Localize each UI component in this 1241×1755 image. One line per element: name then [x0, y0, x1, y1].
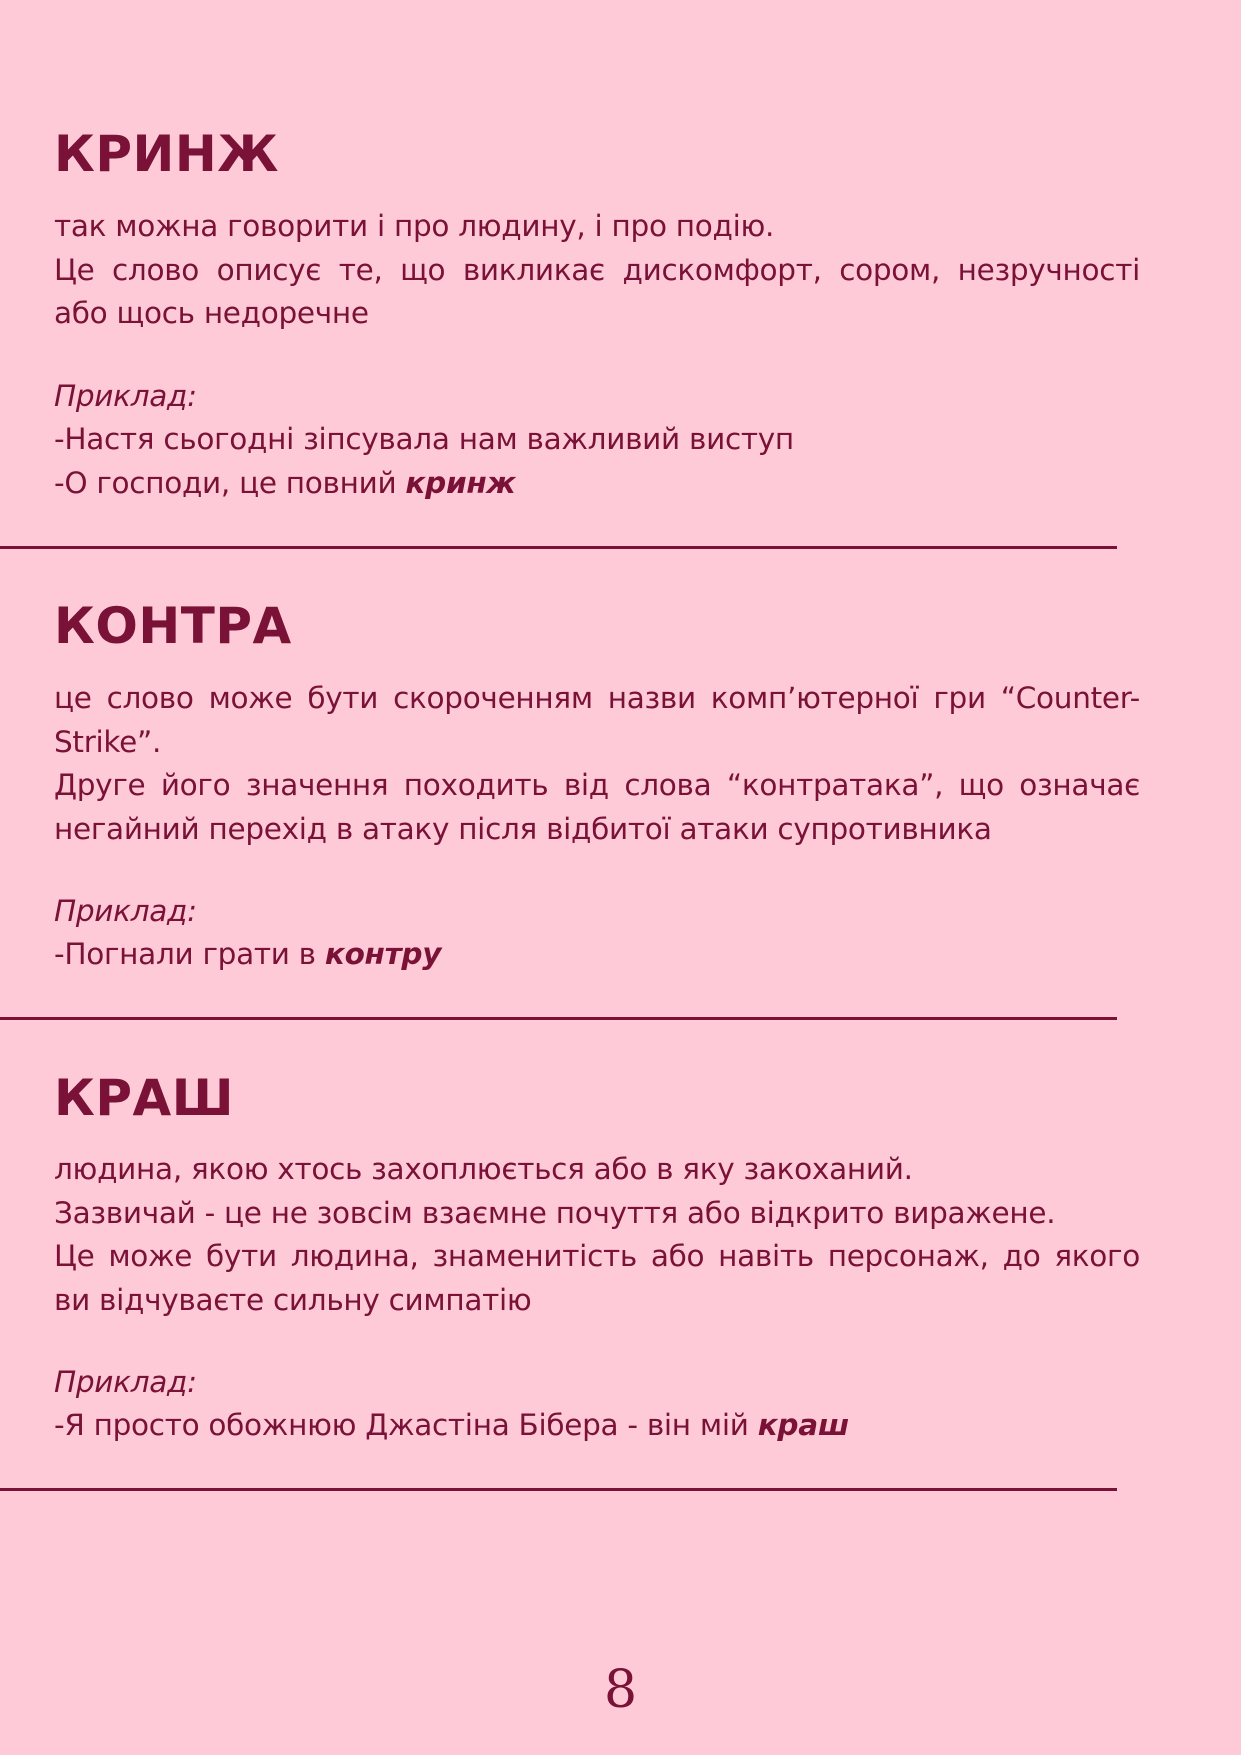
- section-divider: [0, 546, 1117, 549]
- example-line: [54, 418, 794, 462]
- example-label: Приклад:: [54, 379, 197, 413]
- term-heading: КРИНЖ: [54, 125, 279, 183]
- definition-line: Strike”.: [54, 724, 162, 759]
- definition-line: Це слово описує те, що викликає дискомфорт, сором, незручності: [54, 252, 1140, 287]
- page-number: 8: [603, 1660, 638, 1720]
- example-line: [54, 462, 794, 506]
- definition-line: Друге його значення походить від слова “контратака”, що означає: [54, 768, 1140, 802]
- definition-line: ви відчуваєте сильну симпатію: [54, 1282, 532, 1317]
- definition-line: негайний перехід в атаку після відбитої атаки супротивника: [54, 811, 992, 846]
- term-heading: КОНТРА: [54, 597, 292, 655]
- example-line-text: -Настя сьогодні зіпсувала нам важливий виступ: [54, 422, 794, 456]
- example-line: [54, 1404, 849, 1448]
- example-text: [54, 418, 794, 505]
- example-text: [54, 933, 441, 977]
- definition-text: [54, 1148, 1140, 1322]
- highlighted-term: краш: [757, 1408, 849, 1442]
- definition-line: людина, якою хтось захоплюється або в яку закоханий.: [54, 1152, 913, 1186]
- example-label: Приклад:: [54, 1365, 197, 1399]
- example-line: [54, 933, 441, 977]
- example-text: [54, 1404, 849, 1448]
- definition-text: [54, 205, 1140, 336]
- example-line-text: -Я просто обожнюю Джастіна Бібера - він мій: [54, 1408, 758, 1442]
- definition-line: Зазвичай - це не зовсім взаємне почуття або відкрито виражене.: [54, 1195, 1056, 1230]
- highlighted-term: кринж: [405, 465, 516, 500]
- example-line-text: -О господи, це повний: [54, 465, 406, 500]
- definition-line: так можна говорити і про людину, і про подію.: [54, 209, 775, 243]
- section-divider: [0, 1488, 1117, 1491]
- definition-line: Це може бути людина, знаменитість або навіть персонаж, до якого: [54, 1239, 1140, 1273]
- section-divider: [0, 1017, 1117, 1020]
- definition-line: або щось недоречне: [54, 296, 369, 330]
- definition-text: [54, 677, 1140, 851]
- term-heading: КРАШ: [54, 1069, 234, 1127]
- example-line-text: -Погнали грати в: [54, 937, 325, 971]
- example-label: Приклад:: [54, 894, 197, 928]
- highlighted-term: контру: [324, 937, 442, 971]
- definition-line: це слово може бути скороченням назви комп’ютерної гри “Counter-: [54, 681, 1140, 715]
